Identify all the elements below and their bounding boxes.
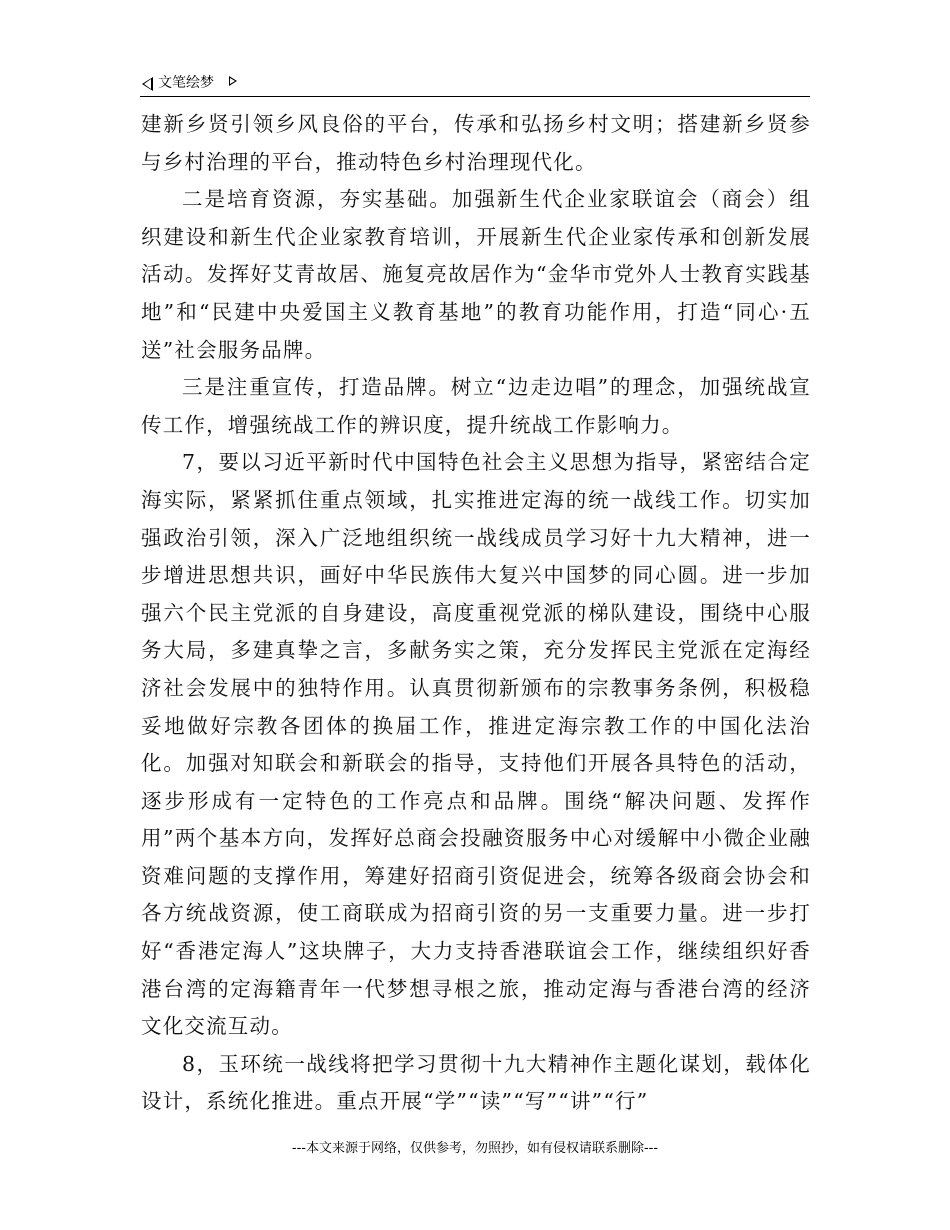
triangle-left-icon bbox=[142, 77, 153, 91]
paragraph-item-7: 7，要以习近平新时代中国特色社会主义思想为指导，紧密结合定海实际，紧紧抓住重点领域，扎实推进定海的统一战线工作。切实加强政治引领，深入广泛地组织统一战线成员学习好十九大精神，进一步增进思想共识，画好中华民族伟大复兴中国梦的同心圆。进一步加强六个民主党派的自身建设，高度重视党派的梯队建设，围绕中心服务大局，多建真挚之言，多献务实之策，充分发挥民主党派在定海经济社会发展中的独特作用。认真贯彻新颁布的宗教事务条例，积极稳妥地做好宗教各团体的换届工作，推进定海宗教工作的中国化法治化。加强对知联会和新联会的指导，支持他们开展各具特色的活动，逐步形成有一定特色的工作亮点和品牌。围绕“解决问题、发挥作用”两个基本方向，发挥好总商会投融资服务中心对缓解中小微企业融资难问题的支撑作用，筹建好招商引资促进会，统筹各级商会协会和各方统战资源，使工商联成为招商引资的另一支重要力量。进一步打好“香港定海人”这块牌子，大力支持香港联谊会工作，继续组织好香港台湾的定海籍青年一代梦想寻根之旅，推动定海与香港台湾的经济文化交流互动。 bbox=[141, 450, 811, 1039]
paragraph-continuation: 建新乡贤引领乡风良俗的平台，传承和弘扬乡村文明；搭建新乡贤参与乡村治理的平台，推动特色乡村治理现代化。 bbox=[141, 112, 811, 174]
header-title: 文笔绘梦 bbox=[158, 75, 214, 91]
document-body bbox=[141, 106, 811, 1121]
page-header bbox=[140, 72, 810, 97]
triangle-right-icon bbox=[229, 76, 237, 86]
paragraph-item-8: 8，玉环统一战线将把学习贯彻十九大精神作主题化谋划，载体化设计，系统化推进。重点开展“学”“读”“写”“讲”“行” bbox=[141, 1051, 811, 1114]
paragraph-cultivate-resources: 二是培育资源，夯实基础。加强新生代企业家联谊会（商会）组织建设和新生代企业家教育培训，开展新生代企业家传承和创新发展活动。发挥好艾青故居、施复亮故居作为“金华市党外人士教育实践基地”和“民建中央爱国主义教育基地”的教育功能作用，打造“同心·五送”社会服务品牌。 bbox=[141, 187, 811, 362]
footer-disclaimer: ---本文来源于网络，仅供参考，勿照抄，如有侵权请联系删除--- bbox=[291, 1141, 659, 1156]
paragraph-publicity: 三是注重宣传，打造品牌。树立“边走边唱”的理念，加强统战宣传工作，增强统战工作的辨识度，提升统战工作影响力。 bbox=[141, 375, 811, 437]
